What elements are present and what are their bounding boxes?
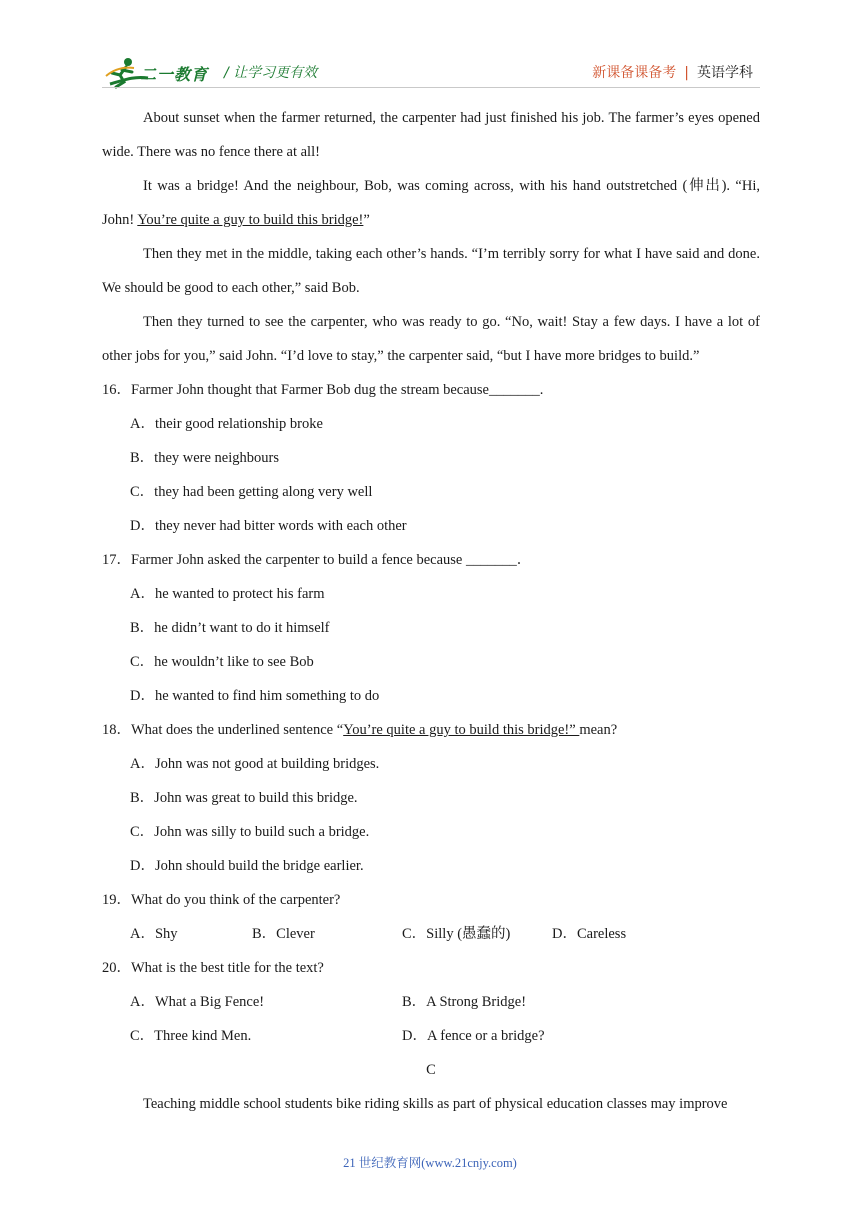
- passage-paragraph: Teaching middle school students bike riding skills as part of physical education classes may improve: [143, 1096, 728, 1112]
- question-stem: [102, 713, 760, 747]
- answer-option[interactable]: B．A Strong Bridge!: [402, 994, 527, 1010]
- underlined-sentence: You’re quite a guy to build this bridge!”: [343, 722, 580, 738]
- answer-option[interactable]: B．they were neighbours: [130, 450, 279, 466]
- passage-paragraph: Then they met in the middle, taking each other’s hands. “I’m terribly sorry for what I have said and done. We should be good to each other,” said Bob.: [102, 246, 760, 296]
- header-divider: [102, 87, 760, 88]
- answer-option[interactable]: D．John should build the bridge earlier.: [130, 858, 364, 874]
- answer-option[interactable]: A．he wanted to protect his farm: [130, 586, 325, 602]
- answer-options-row: [102, 985, 760, 1019]
- question-stem: 16．Farmer John thought that Farmer Bob dug the stream because_______.: [102, 382, 544, 398]
- header-subject-label: 英语学科: [697, 65, 753, 81]
- question-stem: 17．Farmer John asked the carpenter to build a fence because _______．: [102, 552, 532, 568]
- header-subject-tag: [592, 62, 753, 82]
- answer-option[interactable]: D．Careless: [552, 926, 627, 942]
- answer-option[interactable]: C．John was silly to build such a bridge.: [130, 824, 370, 840]
- answer-option[interactable]: B．he didn’t want to do it himself: [130, 620, 330, 636]
- question-stem: 19．What do you think of the carpenter?: [102, 892, 341, 908]
- question-stem-text: mean?: [579, 722, 618, 738]
- page-header: [0, 0, 860, 100]
- answer-option[interactable]: D．A fence or a bridge?: [402, 1028, 545, 1044]
- answer-option[interactable]: C．Three kind Men.: [130, 1028, 252, 1044]
- underlined-sentence: You’re quite a guy to build this bridge!: [137, 212, 364, 228]
- passage-text: It was a bridge! And the neighbour, Bob, was coming across, with his hand outstretched (伸出). “Hi, John!: [102, 178, 760, 228]
- answer-option[interactable]: A．John was not good at building bridges.: [130, 756, 380, 772]
- answer-option[interactable]: B．John was great to build this bridge.: [130, 790, 358, 806]
- document-body: [102, 101, 760, 1121]
- header-separator: |: [684, 65, 689, 81]
- logo-text: 二一教育: [140, 65, 209, 84]
- answer-option[interactable]: A．Shy: [130, 926, 178, 942]
- header-slogan: / 让学习更有效: [224, 65, 318, 81]
- passage-text: ”: [363, 212, 370, 228]
- passage-paragraph: About sunset when the farmer returned, the carpenter had just finished his job. The farmer’s eyes opened wide. There was no fence there at all!: [102, 110, 760, 160]
- page-footer: 21 世纪教育网(www.21cnjy.com): [343, 1156, 517, 1170]
- answer-option[interactable]: C．he wouldn’t like to see Bob: [130, 654, 314, 670]
- answer-option[interactable]: C．Silly (愚蠢的): [402, 926, 511, 942]
- answer-option[interactable]: D．they never had bitter words with each other: [130, 518, 407, 534]
- answer-options-row: [102, 917, 760, 951]
- passage-paragraph: [102, 169, 760, 237]
- question-stem: 20．What is the best title for the text?: [102, 960, 324, 976]
- answer-option[interactable]: A．What a Big Fence!: [130, 994, 265, 1010]
- header-course-label: 新课备课备考: [592, 65, 677, 81]
- section-label: C: [426, 1062, 436, 1078]
- answer-option[interactable]: D．he wanted to find him something to do: [130, 688, 380, 704]
- question-stem-text: 18．What does the underlined sentence “: [102, 722, 344, 738]
- passage-paragraph: Then they turned to see the carpenter, who was ready to go. “No, wait! Stay a few days. I have a lot of other jobs for you,” said John. “I’d love to stay,” the carpenter said, “but I have more bridges to build.”: [102, 314, 760, 364]
- answer-option[interactable]: C．they had been getting along very well: [130, 484, 373, 500]
- answer-option[interactable]: A．their good relationship broke: [130, 416, 323, 432]
- answer-options-row: [102, 1019, 760, 1053]
- answer-option[interactable]: B．Clever: [252, 926, 315, 942]
